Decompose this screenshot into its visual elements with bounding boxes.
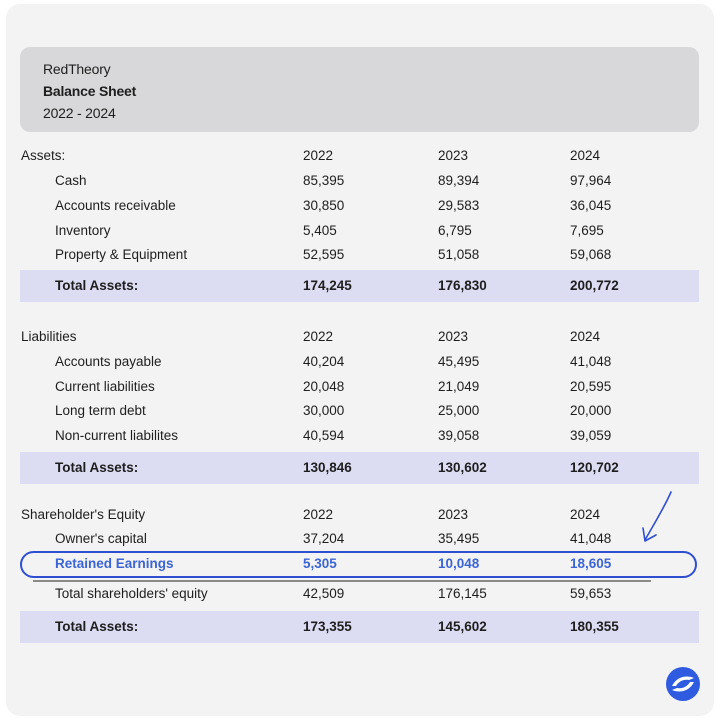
total-value: 173,355 [303,619,352,634]
cell-value: 51,058 [438,247,480,262]
cell-value: 52,595 [303,247,345,262]
company-name: RedTheory [43,61,111,77]
section-label: Liabilities [21,329,77,344]
cell-value: 5,405 [303,223,337,238]
table-row [0,583,720,605]
year-label: 2023 [438,329,469,344]
row-label: Accounts payable [55,354,162,369]
total-label: Total Assets: [55,619,139,634]
cell-value: 59,068 [570,247,612,262]
sheet-header [20,47,699,132]
equity-section-header [0,504,720,526]
total-value: 176,830 [438,278,487,293]
cell-value: 37,204 [303,531,345,546]
cell-value: 41,048 [570,354,612,369]
year-label: 2022 [303,148,334,163]
cell-value: 39,058 [438,428,480,443]
total-value: 174,245 [303,278,352,293]
total-row [0,616,720,638]
retained-earnings-row [0,553,720,575]
cell-value: 7,695 [570,223,604,238]
row-label: Accounts receivable [55,198,176,213]
table-row [0,400,720,422]
total-value: 145,602 [438,619,487,634]
cell-value: 10,048 [438,556,480,571]
sheet-title: Balance Sheet [43,83,137,99]
year-label: 2024 [570,507,601,522]
cell-value: 20,595 [570,379,612,394]
total-row [0,275,720,297]
table-row [0,425,720,447]
cell-value: 36,045 [570,198,612,213]
year-label: 2023 [438,148,469,163]
cell-value: 89,394 [438,173,480,188]
cell-value: 59,653 [570,586,612,601]
section-label: Shareholder's Equity [21,507,146,522]
cell-value: 30,000 [303,403,345,418]
cell-value: 40,594 [303,428,345,443]
year-label: 2022 [303,507,334,522]
divider [33,580,651,582]
cell-value: 20,048 [303,379,345,394]
row-label: Retained Earnings [55,556,174,571]
cell-value: 39,059 [570,428,612,443]
liabilities-section-header [0,326,720,348]
total-label: Total Assets: [55,278,139,293]
row-label: Current liabilities [55,379,155,394]
row-label: Cash [55,173,87,188]
year-label: 2023 [438,507,469,522]
total-value: 120,702 [570,460,619,475]
row-label: Non-current liabilites [55,428,179,443]
table-row [0,170,720,192]
row-label: Total shareholders' equity [55,586,208,601]
total-value: 180,355 [570,619,619,634]
total-row [0,457,720,479]
total-value: 130,846 [303,460,352,475]
cell-value: 18,605 [570,556,612,571]
year-label: 2022 [303,329,334,344]
cell-value: 20,000 [570,403,612,418]
total-value: 130,602 [438,460,487,475]
row-label: Long term debt [55,403,146,418]
assets-section-header [0,145,720,167]
table-row [0,376,720,398]
cell-value: 176,145 [438,586,487,601]
total-label: Total Assets: [55,460,139,475]
row-label: Owner's capital [55,531,147,546]
table-row [0,244,720,266]
cell-value: 97,964 [570,173,612,188]
table-row [0,195,720,217]
row-label: Inventory [55,223,111,238]
cell-value: 35,495 [438,531,480,546]
table-row [0,351,720,373]
brand-logo-icon [665,666,701,702]
row-label: Property & Equipment [55,247,188,262]
table-row [0,528,720,550]
hand-drawn-arrow-icon [640,490,680,546]
cell-value: 6,795 [438,223,472,238]
cell-value: 41,048 [570,531,612,546]
cell-value: 5,305 [303,556,337,571]
cell-value: 21,049 [438,379,480,394]
section-label: Assets: [21,148,66,163]
sheet-period: 2022 - 2024 [43,105,116,121]
cell-value: 29,583 [438,198,480,213]
table-row [0,220,720,242]
cell-value: 30,850 [303,198,345,213]
total-value: 200,772 [570,278,619,293]
cell-value: 40,204 [303,354,345,369]
cell-value: 45,495 [438,354,480,369]
year-label: 2024 [570,148,601,163]
cell-value: 42,509 [303,586,345,601]
cell-value: 85,395 [303,173,345,188]
cell-value: 25,000 [438,403,480,418]
year-label: 2024 [570,329,601,344]
